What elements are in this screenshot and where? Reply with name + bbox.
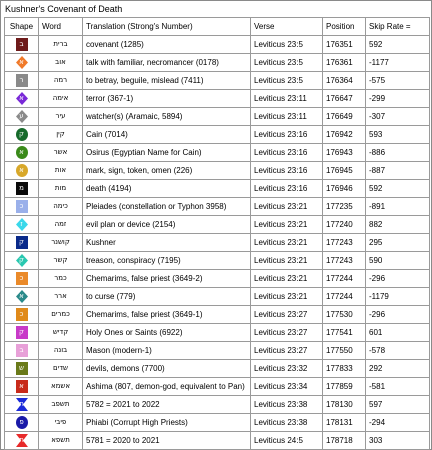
skip-rate-cell: -891 [366,198,430,216]
shape-cell [5,342,39,360]
table-row[interactable] [5,72,430,90]
table-row[interactable] [5,198,430,216]
shape-letter: ק [19,256,24,265]
column-header-verse[interactable]: Verse [251,18,323,36]
column-header-shape[interactable]: Shape [5,18,39,36]
position-cell: 176351 [323,36,366,54]
shape-letter: מ [19,184,24,193]
word-cell: קין [39,126,83,144]
skip-rate-cell: -578 [366,342,430,360]
table-row[interactable] [5,360,430,378]
translation-cell: evil plan or device (2154) [83,216,251,234]
table-row[interactable] [5,54,430,72]
translation-cell: Chemarims, false priest (3649-2) [83,270,251,288]
word-cell: אשר [39,144,83,162]
circle-shape-icon [16,146,28,159]
shape-cell [5,396,39,414]
position-cell: 178131 [323,414,366,432]
shape-cell [5,414,39,432]
position-cell: 177550 [323,342,366,360]
translation-cell: terror (367-1) [83,90,251,108]
shape-cell [5,360,39,378]
shape-cell [5,72,39,90]
shape-letter: א [19,382,24,391]
header-row [5,18,430,36]
diamond-shape-icon [16,290,28,303]
shape-cell [5,144,39,162]
shape-letter: א [19,94,24,103]
skip-rate-cell: 597 [366,396,430,414]
shape-cell [5,432,39,450]
word-cell: כימה [39,198,83,216]
column-header-word[interactable]: Word [39,18,83,36]
column-header-translation[interactable]: Translation (Strong's Number) [83,18,251,36]
word-cell: זמה [39,216,83,234]
translation-cell: Phiabi (Corrupt High Priests) [83,414,251,432]
shape-letter: ש [19,364,24,373]
translation-cell: Holy Ones or Saints (6922) [83,324,251,342]
word-cell: קדיש [39,324,83,342]
position-cell: 178130 [323,396,366,414]
shape-cell [5,234,39,252]
position-cell: 176943 [323,144,366,162]
verse-cell: Leviticus 23:21 [251,288,323,306]
shape-cell [5,270,39,288]
position-cell: 177530 [323,306,366,324]
results-table [4,17,430,450]
verse-cell: Leviticus 23:11 [251,108,323,126]
word-cell: כמר [39,270,83,288]
diamond-shape-icon [16,110,28,123]
translation-cell: Kushner [83,234,251,252]
verse-cell: Leviticus 23:27 [251,342,323,360]
position-cell: 176361 [323,54,366,72]
shape-letter: פ [19,418,24,427]
shape-letter: א [19,148,24,157]
verse-cell: Leviticus 23:21 [251,198,323,216]
word-cell: קשר [39,252,83,270]
translation-cell: watcher(s) (Aramaic, 5894) [83,108,251,126]
skip-rate-cell: -1177 [366,54,430,72]
position-cell: 176364 [323,72,366,90]
circle-shape-icon [16,164,28,177]
verse-cell: Leviticus 23:16 [251,162,323,180]
skip-rate-cell: -887 [366,162,430,180]
table-row[interactable] [5,162,430,180]
diamond-shape-icon [16,92,28,105]
translation-cell: Chemarims, false priest (3649-1) [83,306,251,324]
verse-cell: Leviticus 23:32 [251,360,323,378]
table-row[interactable] [5,324,430,342]
position-cell: 177243 [323,234,366,252]
skip-rate-cell: -886 [366,144,430,162]
word-cell: אימה [39,90,83,108]
position-cell: 176946 [323,180,366,198]
shape-letter: ר [19,76,24,85]
shape-letter: ק [19,238,24,247]
verse-cell: Leviticus 23:5 [251,36,323,54]
skip-rate-cell: -296 [366,270,430,288]
shape-cell [5,126,39,144]
word-cell: עיר [39,108,83,126]
skip-rate-cell: 601 [366,324,430,342]
shape-cell [5,216,39,234]
translation-cell: Ashima (807, demon-god, equivalent to Pan) [83,378,251,396]
column-header-position[interactable]: Position [323,18,366,36]
translation-cell: treason, conspiracy (7195) [83,252,251,270]
position-cell: 177833 [323,360,366,378]
verse-cell: Leviticus 23:16 [251,126,323,144]
verse-cell: Leviticus 24:5 [251,432,323,450]
position-cell: 178718 [323,432,366,450]
table-row[interactable] [5,252,430,270]
square-shape-icon [16,380,28,393]
word-cell: כמרים [39,306,83,324]
table-row[interactable] [5,144,430,162]
word-cell: אות [39,162,83,180]
shape-cell [5,54,39,72]
word-cell: אוב [39,54,83,72]
shape-letter: א [19,292,24,301]
shape-letter: א [19,166,24,175]
position-cell: 177244 [323,288,366,306]
verse-cell: Leviticus 23:21 [251,270,323,288]
position-cell: 177243 [323,252,366,270]
word-cell: רמה [39,72,83,90]
position-cell: 177859 [323,378,366,396]
table-row[interactable] [5,432,430,450]
translation-cell: covenant (1285) [83,36,251,54]
shape-letter: ב [19,346,24,355]
translation-cell: talk with familiar, necromancer (0178) [83,54,251,72]
shape-cell [5,306,39,324]
shape-cell [5,90,39,108]
skip-rate-cell: 295 [366,234,430,252]
shape-letter: ק [19,328,24,337]
table-row[interactable] [5,126,430,144]
verse-cell: Leviticus 23:27 [251,324,323,342]
translation-cell: Pleiades (constellation or Typhon 3958) [83,198,251,216]
skip-rate-cell: -575 [366,72,430,90]
translation-cell: to betray, beguile, mislead (7411) [83,72,251,90]
table-row[interactable] [5,414,430,432]
translation-cell: 5782 = 2021 to 2022 [83,396,251,414]
skip-rate-cell: -299 [366,90,430,108]
square-shape-icon [16,236,28,249]
shape-cell [5,108,39,126]
table-row[interactable] [5,342,430,360]
shape-cell [5,198,39,216]
circle-shape-icon [16,416,28,429]
shape-cell [5,324,39,342]
verse-cell: Leviticus 23:38 [251,414,323,432]
diamond-shape-icon [16,56,28,69]
position-cell: 176649 [323,108,366,126]
window-title: Kushner's Covenant of Death [5,4,123,14]
skip-rate-cell: 303 [366,432,430,450]
shape-cell [5,36,39,54]
shape-letter: ב [19,40,24,49]
verse-cell: Leviticus 23:11 [251,90,323,108]
square-shape-icon [16,344,28,357]
verse-cell: Leviticus 23:16 [251,180,323,198]
shape-cell [5,288,39,306]
shape-letter: ת [19,436,24,445]
shape-letter: ע [19,112,24,121]
table-row[interactable] [5,216,430,234]
shape-cell [5,252,39,270]
word-cell: פיבי [39,414,83,432]
verse-cell: Leviticus 23:21 [251,216,323,234]
word-cell: ארר [39,288,83,306]
word-cell: ברית [39,36,83,54]
shape-letter: כ [19,202,24,211]
square-shape-icon [16,326,28,339]
diamond-shape-icon [16,254,28,267]
square-shape-icon [16,74,28,87]
word-cell: בונה [39,342,83,360]
shape-letter: כ [19,310,24,319]
table-row[interactable] [5,36,430,54]
translation-cell: mark, sign, token, omen (226) [83,162,251,180]
square-shape-icon [16,200,28,213]
skip-rate-cell: 590 [366,252,430,270]
translation-cell: to curse (779) [83,288,251,306]
circle-shape-icon [16,128,28,141]
verse-cell: Leviticus 23:21 [251,234,323,252]
translation-cell: Osirus (Egyptian Name for Cain) [83,144,251,162]
skip-rate-cell: -581 [366,378,430,396]
skip-rate-cell: 593 [366,126,430,144]
translation-cell: devils, demons (7700) [83,360,251,378]
table-row[interactable] [5,396,430,414]
verse-cell: Leviticus 23:38 [251,396,323,414]
shape-cell [5,180,39,198]
square-shape-icon [16,38,28,51]
position-cell: 176942 [323,126,366,144]
verse-cell: Leviticus 23:5 [251,72,323,90]
verse-cell: Leviticus 23:27 [251,306,323,324]
word-cell: תשפב [39,396,83,414]
verse-cell: Leviticus 23:34 [251,378,323,396]
word-cell: שדים [39,360,83,378]
position-cell: 176647 [323,90,366,108]
shape-letter: ת [19,400,24,409]
skip-rate-cell: -294 [366,414,430,432]
table-row[interactable] [5,108,430,126]
shape-cell [5,378,39,396]
word-cell: אשמא [39,378,83,396]
skip-rate-cell: 292 [366,360,430,378]
verse-cell: Leviticus 23:16 [251,144,323,162]
translation-cell: death (4194) [83,180,251,198]
verse-cell: Leviticus 23:21 [251,252,323,270]
skip-rate-cell: 882 [366,216,430,234]
diamond-shape-icon [16,218,28,231]
shape-letter: א [19,58,24,67]
column-header-skip-rate[interactable]: Skip Rate = [366,18,430,36]
translation-cell: Cain (7014) [83,126,251,144]
translation-cell: 5781 = 2020 to 2021 [83,432,251,450]
position-cell: 176945 [323,162,366,180]
square-shape-icon [16,272,28,285]
table-row[interactable] [5,234,430,252]
shape-letter: כ [19,274,24,283]
hourglass-shape-icon [16,398,28,411]
square-shape-icon [16,182,28,195]
table-row[interactable] [5,378,430,396]
hourglass-shape-icon [16,434,28,447]
position-cell: 177244 [323,270,366,288]
table-row[interactable] [5,90,430,108]
shape-letter: ק [19,130,24,139]
verse-cell: Leviticus 23:5 [251,54,323,72]
shape-cell [5,162,39,180]
translation-cell: Mason (modern-1) [83,342,251,360]
word-cell: תשפא [39,432,83,450]
skip-rate-cell: -1179 [366,288,430,306]
skip-rate-cell: -296 [366,306,430,324]
shape-letter: ז [20,220,23,229]
square-shape-icon [16,308,28,321]
table-row[interactable] [5,180,430,198]
position-cell: 177240 [323,216,366,234]
skip-rate-cell: 592 [366,36,430,54]
position-cell: 177541 [323,324,366,342]
position-cell: 177235 [323,198,366,216]
table-row[interactable] [5,306,430,324]
square-shape-icon [16,362,28,375]
table-row[interactable] [5,288,430,306]
skip-rate-cell: -307 [366,108,430,126]
word-cell: מות [39,180,83,198]
word-cell: קושנר [39,234,83,252]
table-row[interactable] [5,270,430,288]
skip-rate-cell: 592 [366,180,430,198]
